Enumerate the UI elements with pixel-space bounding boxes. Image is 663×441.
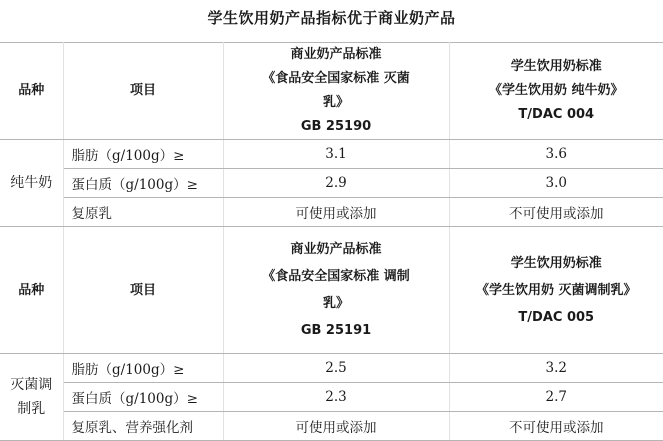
- header-line: 《食品安全国家标准 灭菌: [224, 67, 449, 91]
- commercial-value: 2.9: [223, 169, 449, 198]
- item-cell: 复原乳: [63, 198, 223, 227]
- category-cell: [0, 354, 63, 441]
- comparison-table: [0, 42, 663, 441]
- header-line: GB 25190: [224, 115, 449, 139]
- student-value: 不可使用或添加: [449, 412, 663, 441]
- header-item: 项目: [63, 43, 223, 140]
- header-line: 《学生饮用奶 纯牛奶》: [450, 79, 663, 103]
- item-cell: 脂肪（g/100g）≥: [63, 354, 223, 383]
- commercial-value: 2.5: [223, 354, 449, 383]
- header-line: 商业奶产品标准: [224, 43, 449, 67]
- student-value: 3.0: [449, 169, 663, 198]
- header-line: 商业奶产品标准: [224, 236, 449, 263]
- category-cell: 纯牛奶: [0, 140, 63, 227]
- table-row: [0, 412, 663, 441]
- commercial-value: 可使用或添加: [223, 198, 449, 227]
- header-line: 乳》: [224, 91, 449, 115]
- category-line: 制乳: [0, 397, 63, 421]
- student-value: 2.7: [449, 383, 663, 412]
- header-line: T/DAC 004: [450, 103, 663, 127]
- header-line: 学生饮用奶标准: [450, 250, 663, 277]
- table-row: [0, 383, 663, 412]
- table-row: [0, 354, 663, 383]
- header-line: 《食品安全国家标准 调制: [224, 263, 449, 290]
- table-row: [0, 140, 663, 169]
- header-line: T/DAC 005: [450, 304, 663, 331]
- commercial-value: 可使用或添加: [223, 412, 449, 441]
- header-category: 品种: [0, 227, 63, 354]
- header-commercial-standard: [223, 43, 449, 140]
- header-student-standard: [449, 227, 663, 354]
- commercial-value: 3.1: [223, 140, 449, 169]
- header-row-2: [0, 227, 663, 354]
- item-cell: 复原乳、营养强化剂: [63, 412, 223, 441]
- header-student-standard: [449, 43, 663, 140]
- header-line: GB 25191: [224, 317, 449, 344]
- commercial-value: 2.3: [223, 383, 449, 412]
- student-value: 3.6: [449, 140, 663, 169]
- header-line: 学生饮用奶标准: [450, 55, 663, 79]
- header-category: 品种: [0, 43, 63, 140]
- header-item: 项目: [63, 227, 223, 354]
- header-line: 《学生饮用奶 灭菌调制乳》: [450, 277, 663, 304]
- table-row: [0, 198, 663, 227]
- header-commercial-standard: [223, 227, 449, 354]
- item-cell: 蛋白质（g/100g）≥: [63, 169, 223, 198]
- header-row-1: [0, 43, 663, 140]
- table-row: [0, 169, 663, 198]
- item-cell: 脂肪（g/100g）≥: [63, 140, 223, 169]
- student-value: 不可使用或添加: [449, 198, 663, 227]
- page-title: 学生饮用奶产品指标优于商业奶产品: [0, 7, 663, 28]
- header-line: 乳》: [224, 290, 449, 317]
- item-cell: 蛋白质（g/100g）≥: [63, 383, 223, 412]
- student-value: 3.2: [449, 354, 663, 383]
- category-line: 灭菌调: [0, 373, 63, 397]
